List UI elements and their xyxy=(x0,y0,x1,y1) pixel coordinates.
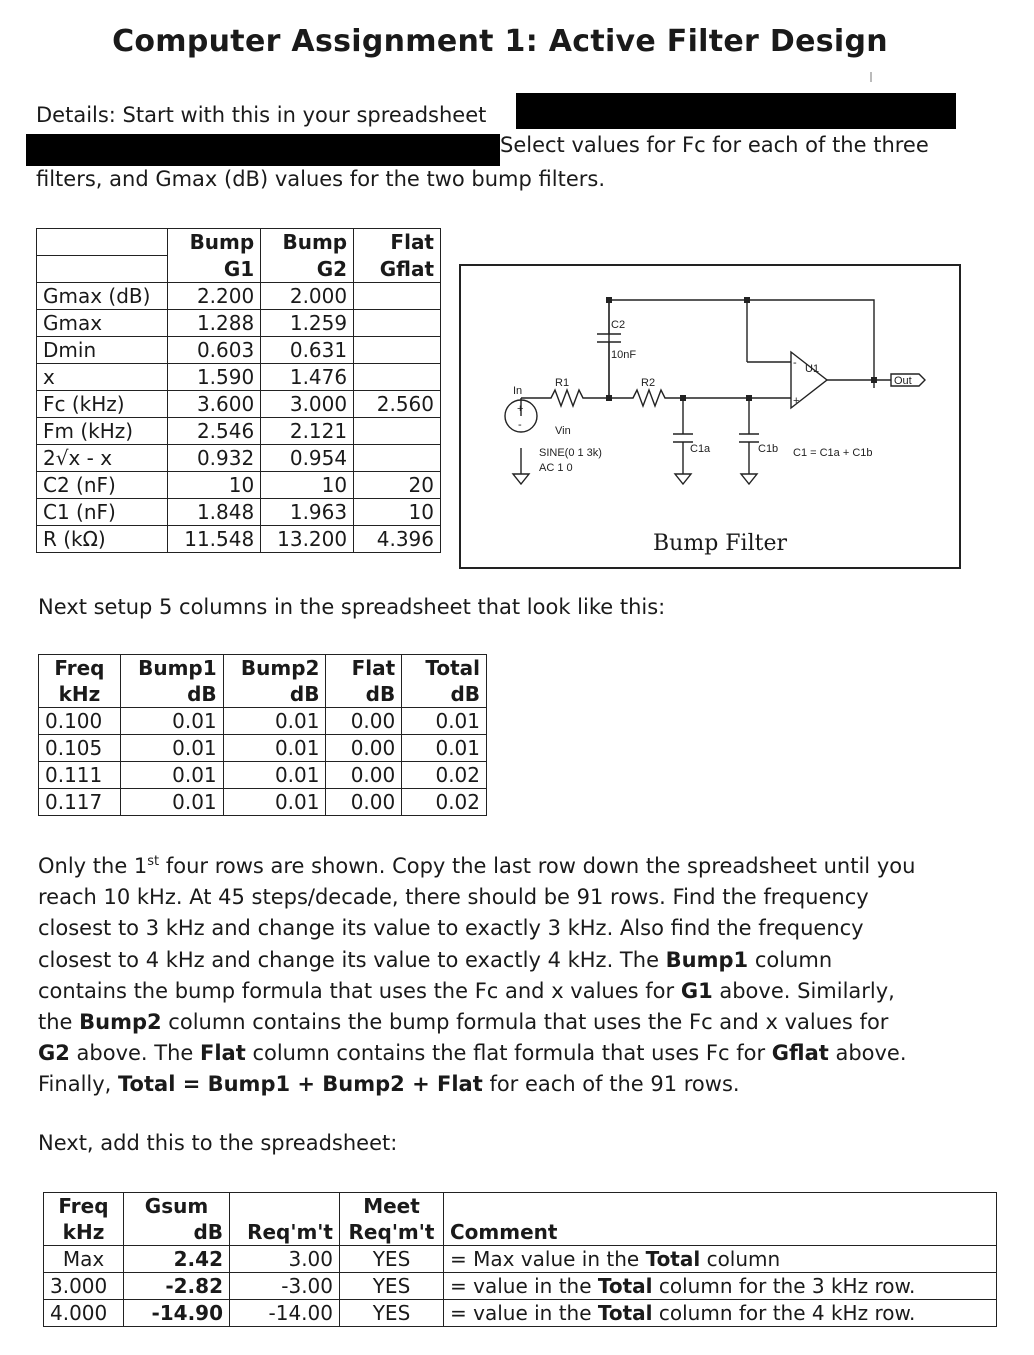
table-row xyxy=(39,708,487,735)
freq-cell: Max xyxy=(44,1246,124,1273)
text: Finally, xyxy=(38,1072,119,1097)
text: column for the 4 kHz row. xyxy=(652,1301,916,1325)
row-label: Gmax (dB) xyxy=(37,283,168,310)
table-cell: 4.396 xyxy=(354,526,441,553)
opamp-minus: - xyxy=(793,357,797,369)
column-header: Freq xyxy=(39,655,121,682)
bold-term: Total xyxy=(645,1247,701,1271)
column-header: dB xyxy=(326,681,402,708)
row-label: R (kΩ) xyxy=(37,526,168,553)
table-cell: 0.01 xyxy=(223,708,326,735)
row-label: Fm (kHz) xyxy=(37,418,168,445)
opamp-plus: + xyxy=(793,395,800,407)
table-cell: 0.00 xyxy=(326,708,402,735)
text: for each of the 91 rows. xyxy=(482,1072,740,1097)
table-cell: 1.259 xyxy=(261,310,354,337)
source-minus: - xyxy=(518,419,522,431)
row-label: Dmin xyxy=(37,337,168,364)
row-label: x xyxy=(37,364,168,391)
stray-mark xyxy=(870,72,872,82)
column-header: Total xyxy=(402,655,487,682)
meet-cell: YES xyxy=(340,1246,444,1273)
text: above. Similarly, xyxy=(712,978,895,1003)
instructions-line-7 xyxy=(38,1038,988,1069)
table-cell: 0.01 xyxy=(223,762,326,789)
table-row xyxy=(37,418,441,445)
t1-h2-1: G1 xyxy=(168,256,261,283)
table-cell: 0.00 xyxy=(326,789,402,816)
opamp-minus-wire xyxy=(747,300,791,362)
c2-value: 10nF xyxy=(611,349,637,361)
t3-h2-comment: Comment xyxy=(444,1219,997,1246)
text: four rows are shown. Copy the last row down the spreadsheet until you xyxy=(159,854,916,878)
table-row xyxy=(37,337,441,364)
node-4 xyxy=(680,395,686,401)
instructions-paragraph xyxy=(38,846,988,1101)
table-cell xyxy=(354,310,441,337)
details-line-1: Details: Start with this in your spreadsheet xyxy=(36,103,487,127)
table-cell: 0.631 xyxy=(261,337,354,364)
instructions-line-1 xyxy=(38,846,988,882)
circuit-figure xyxy=(459,264,961,569)
superscript: st xyxy=(147,854,160,869)
bold-term: Total xyxy=(597,1274,653,1298)
next-text: Next, add this to the spreadsheet: xyxy=(38,1131,398,1155)
r1-label: R1 xyxy=(555,377,570,389)
instructions-line-8 xyxy=(38,1069,988,1100)
comment-cell xyxy=(444,1246,997,1273)
table-row xyxy=(39,735,487,762)
meet-cell: YES xyxy=(340,1273,444,1300)
setup-text: Next setup 5 columns in the spreadsheet that look like this: xyxy=(38,595,666,619)
table-cell: 3.000 xyxy=(261,391,354,418)
table-row xyxy=(37,499,441,526)
meet-cell: YES xyxy=(340,1300,444,1327)
t3-h2-meet: Req'm't xyxy=(340,1219,444,1246)
text: closest to 4 kHz and change its value to exactly 4 kHz. The xyxy=(38,947,666,972)
t3-h1-meet: Meet xyxy=(340,1193,444,1220)
table-cell: 13.200 xyxy=(261,526,354,553)
text: column for the 3 kHz row. xyxy=(652,1274,916,1298)
requirements-table xyxy=(43,1192,997,1327)
t1-h1-3: Flat xyxy=(354,229,441,256)
table-cell xyxy=(354,445,441,472)
ac-label: AC 1 0 xyxy=(539,462,573,474)
table-cell xyxy=(354,364,441,391)
req-cell: -3.00 xyxy=(230,1273,340,1300)
text: column xyxy=(700,1247,781,1271)
table-cell: 0.02 xyxy=(402,762,487,789)
redaction-bar-1 xyxy=(516,93,956,129)
table-cell: 0.01 xyxy=(120,735,223,762)
row-label: Gmax xyxy=(37,310,168,337)
table-cell: 3.600 xyxy=(168,391,261,418)
table-cell: 0.02 xyxy=(402,789,487,816)
bold-term: Bump2 xyxy=(79,1010,162,1035)
spreadsheet-columns-table xyxy=(38,654,487,816)
in-label: In xyxy=(513,385,523,397)
bold-term: Total = Bump1 + Bump2 + Flat xyxy=(118,1072,483,1097)
column-header: Flat xyxy=(326,655,402,682)
text: column contains the bump formula that uses the Fc and x values for xyxy=(161,1010,889,1035)
details-line-2: Select values for Fc for each of the three xyxy=(500,133,929,157)
r2-label: R2 xyxy=(641,377,656,389)
table-cell xyxy=(354,418,441,445)
node-6 xyxy=(871,377,877,383)
c1-equation: C1 = C1a + C1b xyxy=(793,447,873,459)
table-cell: 1.590 xyxy=(168,364,261,391)
table-row xyxy=(37,391,441,418)
circuit-caption: Bump Filter xyxy=(653,531,787,556)
r1-resistor xyxy=(541,390,609,406)
column-header: dB xyxy=(402,681,487,708)
bump-filter-schematic xyxy=(461,266,959,567)
table-row xyxy=(39,789,487,816)
c1a-wire xyxy=(675,398,691,484)
instructions-line-2: reach 10 kHz. At 45 steps/decade, there should be 91 rows. Find the frequency xyxy=(38,885,869,910)
column-header: Bump2 xyxy=(223,655,326,682)
table-row xyxy=(37,526,441,553)
table-cell: 1.963 xyxy=(261,499,354,526)
table-row xyxy=(44,1300,997,1327)
table-cell: 10 xyxy=(354,499,441,526)
row-label: 2√x - x xyxy=(37,445,168,472)
table-cell: 0.603 xyxy=(168,337,261,364)
table-row xyxy=(44,1273,997,1300)
c2-label: C2 xyxy=(611,319,626,331)
text: Only the 1 xyxy=(38,854,148,878)
source-plus: + xyxy=(517,403,524,415)
details-line-3: filters, and Gmax (dB) values for the two bump filters. xyxy=(36,167,605,191)
t3-h1-gsum: Gsum xyxy=(124,1193,230,1220)
column-header: kHz xyxy=(39,681,121,708)
u1-label: U1 xyxy=(805,363,820,375)
c1a-label: C1a xyxy=(690,443,711,455)
text: above. The xyxy=(69,1041,201,1066)
table-cell: 1.848 xyxy=(168,499,261,526)
table-cell: 2.560 xyxy=(354,391,441,418)
table-row xyxy=(39,762,487,789)
text: above. xyxy=(828,1041,907,1066)
page-title: Computer Assignment 1: Active Filter Design xyxy=(112,24,888,59)
filter-parameters-table xyxy=(36,228,441,553)
text: column xyxy=(748,947,833,972)
node-5 xyxy=(746,395,752,401)
table-cell: 0.01 xyxy=(120,762,223,789)
gsum-cell: -14.90 xyxy=(124,1300,230,1327)
table-cell: 0.100 xyxy=(39,708,121,735)
text: column contains the flat formula that uses Fc for xyxy=(245,1041,772,1066)
table-cell: 1.288 xyxy=(168,310,261,337)
bold-term: G1 xyxy=(680,978,713,1003)
header-row xyxy=(39,655,487,682)
column-header: dB xyxy=(223,681,326,708)
text: the xyxy=(38,1010,80,1035)
table-cell: 0.01 xyxy=(402,708,487,735)
table-cell: 11.548 xyxy=(168,526,261,553)
t3-h2-req: Req'm't xyxy=(230,1219,340,1246)
c1b-wire xyxy=(741,398,757,484)
table-cell: 0.01 xyxy=(223,789,326,816)
freq-cell: 3.000 xyxy=(44,1273,124,1300)
table-row xyxy=(37,364,441,391)
text: = value in the xyxy=(450,1301,598,1325)
redaction-bar-2 xyxy=(26,134,500,166)
instructions-line-6 xyxy=(38,1007,988,1038)
out-label: Out xyxy=(894,375,912,387)
table-cell: 0.00 xyxy=(326,735,402,762)
t1-h2-0 xyxy=(37,256,168,283)
t3-h1-freq: Freq xyxy=(44,1193,124,1220)
table-cell: 0.954 xyxy=(261,445,354,472)
t1-h2-2: G2 xyxy=(261,256,354,283)
table-cell: 20 xyxy=(354,472,441,499)
bold-term: Bump1 xyxy=(665,947,749,972)
t1-h2-3: Gflat xyxy=(354,256,441,283)
c1a-plates xyxy=(673,434,693,442)
node-3 xyxy=(606,395,612,401)
source-ground xyxy=(513,448,529,484)
text: = value in the xyxy=(450,1274,598,1298)
instructions-line-5 xyxy=(38,976,988,1007)
c1b-plates xyxy=(739,434,759,442)
t1-h1-1: Bump xyxy=(168,229,261,256)
table-cell: 1.476 xyxy=(261,364,354,391)
gsum-cell: 2.42 xyxy=(124,1246,230,1273)
table-cell: 2.200 xyxy=(168,283,261,310)
c1b-label: C1b xyxy=(758,443,779,455)
table-cell: 2.121 xyxy=(261,418,354,445)
req-cell: -14.00 xyxy=(230,1300,340,1327)
t1-h1-0 xyxy=(37,229,168,256)
r2-resistor xyxy=(609,390,749,406)
t3-h2-freq: kHz xyxy=(44,1219,124,1246)
bold-term: G2 xyxy=(38,1041,70,1066)
sine-label: SINE(0 1 3k) xyxy=(539,447,602,459)
column-header: Bump1 xyxy=(120,655,223,682)
table-cell: 10 xyxy=(261,472,354,499)
table-cell: 0.01 xyxy=(120,789,223,816)
table-cell: 0.00 xyxy=(326,762,402,789)
t3-h2-gsum: dB xyxy=(124,1219,230,1246)
column-header: dB xyxy=(120,681,223,708)
node-1 xyxy=(606,297,612,303)
table-row xyxy=(37,283,441,310)
bold-term: Gflat xyxy=(771,1041,829,1066)
table-cell xyxy=(354,337,441,364)
freq-cell: 4.000 xyxy=(44,1300,124,1327)
text: = Max value in the xyxy=(450,1247,646,1271)
table-cell: 0.105 xyxy=(39,735,121,762)
table-cell: 2.546 xyxy=(168,418,261,445)
table-cell xyxy=(354,283,441,310)
vin-label: Vin xyxy=(555,425,571,437)
table-cell: 0.117 xyxy=(39,789,121,816)
table-cell: 10 xyxy=(168,472,261,499)
text: contains the bump formula that uses the Fc and x values for xyxy=(38,978,681,1003)
bold-term: Total xyxy=(597,1301,653,1325)
instructions-line-3: closest to 3 kHz and change its value to exactly 3 kHz. Also find the frequency xyxy=(38,916,864,941)
table-cell: 0.932 xyxy=(168,445,261,472)
table-cell: 0.111 xyxy=(39,762,121,789)
comment-cell xyxy=(444,1300,997,1327)
row-label: C1 (nF) xyxy=(37,499,168,526)
gsum-cell: -2.82 xyxy=(124,1273,230,1300)
table-row xyxy=(37,445,441,472)
table-cell: 0.01 xyxy=(402,735,487,762)
table-cell: 0.01 xyxy=(120,708,223,735)
bold-term: Flat xyxy=(200,1041,246,1066)
comment-cell xyxy=(444,1273,997,1300)
table-row xyxy=(44,1246,997,1273)
req-cell: 3.00 xyxy=(230,1246,340,1273)
instructions-line-4 xyxy=(38,945,988,976)
row-label: Fc (kHz) xyxy=(37,391,168,418)
t3-h1-comment xyxy=(444,1193,997,1220)
t1-h1-2: Bump xyxy=(261,229,354,256)
table-cell: 2.000 xyxy=(261,283,354,310)
table-row xyxy=(37,310,441,337)
row-label: C2 (nF) xyxy=(37,472,168,499)
header-row xyxy=(39,681,487,708)
table-row xyxy=(37,472,441,499)
table-cell: 0.01 xyxy=(223,735,326,762)
node-2 xyxy=(744,297,750,303)
t3-h1-req xyxy=(230,1193,340,1220)
